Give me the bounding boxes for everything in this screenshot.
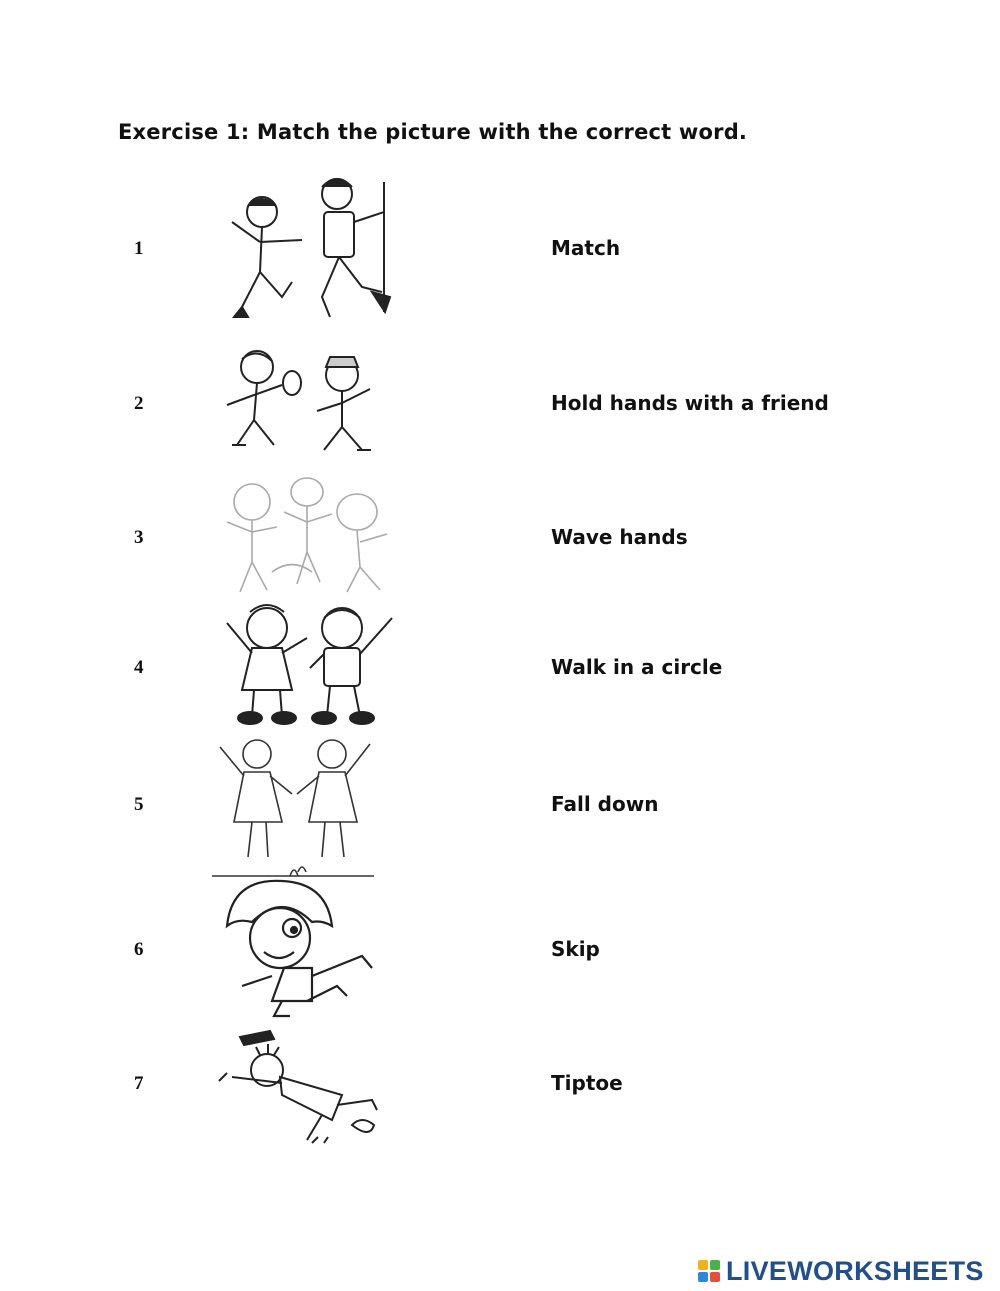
- liveworksheets-logo: [698, 1255, 984, 1287]
- girl-tiptoeing-icon: [212, 876, 392, 1021]
- skip-word[interactable]: Skip: [551, 937, 600, 961]
- row-number: 1: [134, 238, 144, 259]
- tiptoe-word[interactable]: Tiptoe: [551, 1071, 623, 1095]
- logo-square: [710, 1272, 720, 1282]
- cartoon-group-icon: [212, 472, 402, 602]
- boy-falling-icon: [212, 1025, 392, 1147]
- wave-hands-word[interactable]: Wave hands: [551, 525, 688, 549]
- fall-down-word[interactable]: Fall down: [551, 792, 659, 816]
- two-dolls-waving-icon: [212, 598, 402, 728]
- row-number: 2: [134, 393, 144, 414]
- logo-square: [698, 1260, 708, 1270]
- row-number: 5: [134, 794, 144, 815]
- walk-in-circle-word[interactable]: Walk in a circle: [551, 655, 723, 679]
- two-hikers-icon: [212, 172, 412, 332]
- row-number: 7: [134, 1073, 144, 1094]
- match-word[interactable]: Match: [551, 236, 621, 260]
- exercise-title: Exercise 1: Match the picture with the correct word.: [118, 120, 748, 144]
- hold-hands-word[interactable]: Hold hands with a friend: [551, 391, 829, 415]
- logo-grid-icon: [698, 1260, 720, 1282]
- two-kids-marching-icon: [212, 345, 412, 465]
- logo-square: [710, 1260, 720, 1270]
- brand-name: LIVEWORKSHEETS: [726, 1255, 984, 1286]
- row-number: 6: [134, 939, 144, 960]
- logo-square: [698, 1272, 708, 1282]
- row-number: 4: [134, 657, 144, 678]
- row-number: 3: [134, 527, 144, 548]
- girls-holding-hands-icon: [212, 732, 382, 878]
